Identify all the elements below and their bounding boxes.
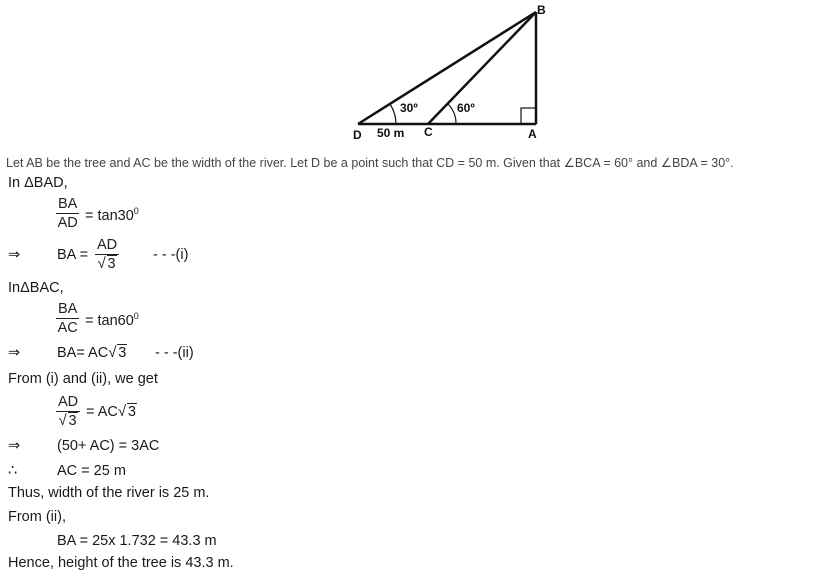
- implies-symbol: ⇒: [8, 247, 21, 263]
- in-triangle-bac: InΔBAC,: [8, 280, 64, 296]
- from-i-and-ii: From (i) and (ii), we get: [8, 371, 158, 387]
- right-angle-marker: [521, 108, 536, 124]
- problem-setup-text: Let AB be the tree and AC be the width of the river. Let D be a point such that CD = 50 m. Given that ∠BCA = 60° and ∠BDA = 30°.: [6, 156, 734, 170]
- ba-equals-ac-root3: BA= AC√ 3: [57, 345, 127, 361]
- reference-ii: - - -(ii): [155, 345, 194, 361]
- tree-river-diagram: [340, 0, 560, 145]
- distance-DC: 50 m: [377, 126, 405, 140]
- implies-symbol: ⇒: [8, 345, 21, 361]
- angle-C-label: 60º: [457, 101, 475, 115]
- line-CB: [428, 12, 536, 124]
- ac-equals-25: AC = 25 m: [57, 463, 126, 479]
- label-D: D: [353, 128, 362, 142]
- tan60-rhs: = $\tan 60^0$: [85, 311, 139, 329]
- fraction-numerator: BA: [58, 196, 78, 212]
- fraction-denominator: AC: [57, 320, 78, 336]
- fraction-denominator: √ 3: [95, 255, 119, 272]
- angle-D-label: 30º: [400, 101, 418, 115]
- in-triangle-bad: In ΔBAD,: [8, 175, 68, 191]
- ba-calculation: BA = 25x 1.732 = 43.3 m: [57, 533, 217, 549]
- reference-i: - - -(i): [153, 247, 189, 263]
- ba-equals: BA =: [57, 247, 89, 263]
- fraction-numerator: BA: [58, 301, 78, 317]
- label-A: A: [528, 127, 537, 141]
- height-conclusion: Hence, height of the tree is 43.3 m.: [8, 555, 234, 571]
- therefore-symbol: ∴: [8, 463, 18, 479]
- fraction-numerator: AD: [58, 394, 79, 410]
- fraction-denominator: AD: [57, 215, 78, 231]
- equation-50-plus-ac: (50+ AC) = 3AC: [57, 438, 160, 454]
- label-B: B: [537, 3, 546, 17]
- fraction-ad-over-root3: [95, 237, 119, 272]
- fraction-ba-over-ad: [56, 196, 79, 231]
- label-C: C: [424, 125, 433, 139]
- tan30-rhs: = $\tan 30^0$: [85, 206, 139, 224]
- fraction-numerator: AD: [97, 237, 118, 253]
- from-ii: From (ii),: [8, 509, 66, 525]
- width-conclusion: Thus, width of the river is 25 m.: [8, 485, 210, 501]
- fraction-ad-over-root3-b: [56, 394, 80, 429]
- angle-arc-C: [448, 104, 456, 124]
- implies-symbol: ⇒: [8, 438, 21, 454]
- fraction-denominator: √ 3: [56, 412, 80, 429]
- line-DB: [358, 12, 536, 124]
- ac-root3-rhs: = AC√ 3: [86, 404, 137, 420]
- angle-arc-D: [390, 104, 396, 124]
- fraction-ba-over-ac: [56, 301, 79, 336]
